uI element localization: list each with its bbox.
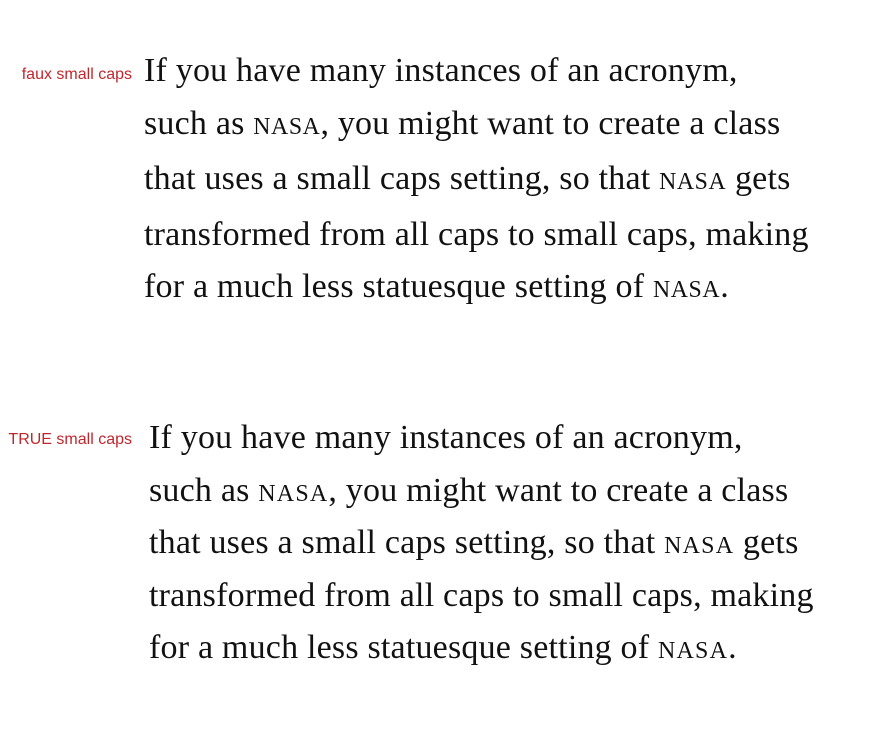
line-text: If you have many instances of an acronym, [149,419,743,456]
acronym-true-small-caps: nasa [664,524,735,561]
paragraph-line [149,622,869,675]
paragraph-line [144,209,864,262]
faux-small-caps-label: faux small caps [21,66,132,83]
line-text: transformed from all caps to small caps, making [144,215,809,253]
paragraph-line [149,570,869,623]
paragraph-line [144,153,864,209]
acronym-faux-small-caps: NASA [253,113,321,140]
true-small-caps-label: TRUE small caps [8,431,132,448]
line-text: that uses a small caps setting, so that [149,524,665,561]
paragraph-line [149,517,869,570]
line-text: that uses a small caps setting, so that [144,160,660,197]
true-small-caps-paragraph [149,412,869,675]
line-text: such as [144,104,254,142]
line-text: such as [149,471,259,509]
line-text: for a much less statuesque setting of [144,268,653,305]
paragraph-line [149,465,869,518]
line-text: . [720,268,729,305]
acronym-faux-small-caps: NASA [652,277,721,303]
line-text: . [728,629,737,666]
line-text: gets [726,160,791,197]
paragraph-line [144,45,864,98]
line-text: for a much less statuesque setting of [149,629,658,666]
acronym-true-small-caps: nasa [258,471,329,509]
line-text: , you might want to create a class [320,104,781,142]
paragraph-line [144,98,864,154]
faux-small-caps-paragraph [144,45,864,317]
paragraph-line [149,412,869,465]
paragraph-line [144,261,864,317]
line-text: gets [734,524,799,561]
acronym-true-small-caps: nasa [657,629,729,666]
line-text: If you have many instances of an acronym, [144,52,738,89]
acronym-faux-small-caps: NASA [659,169,727,195]
line-text: , you might want to create a class [328,471,789,509]
line-text: transformed from all caps to small caps, making [149,576,814,614]
